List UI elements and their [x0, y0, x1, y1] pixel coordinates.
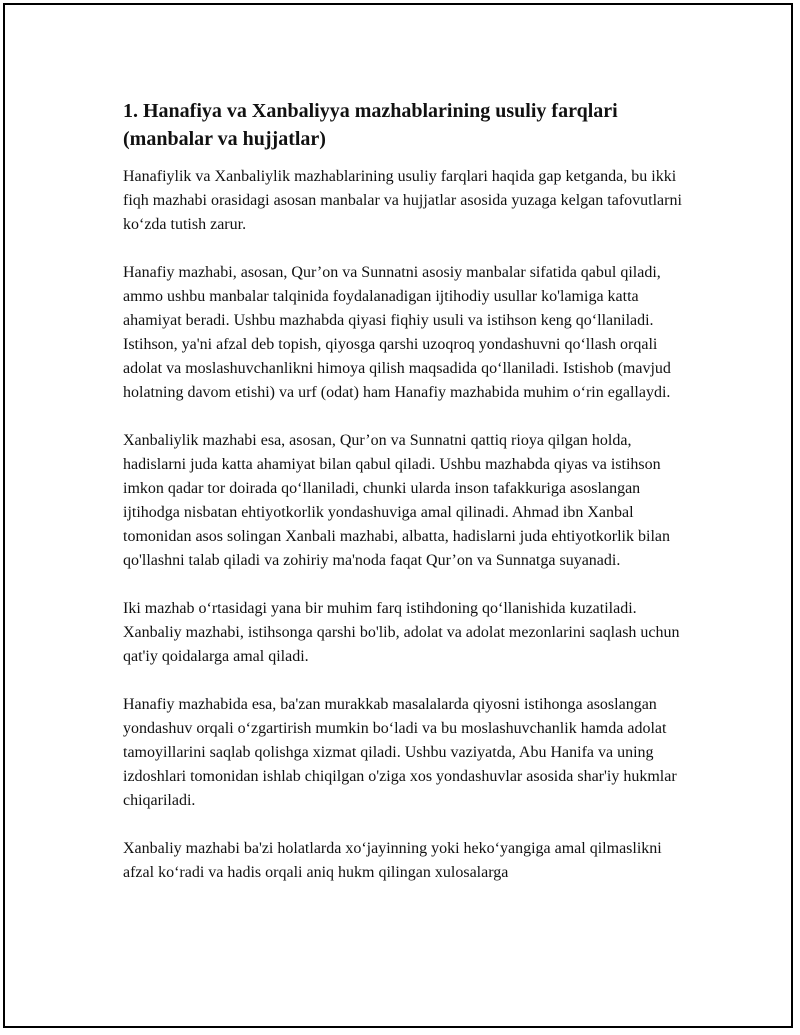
paragraph-intro: Hanafiylik va Xanbaliylik mazhablarining usuliy farqlari haqida gap ketganda, bu ikki fiqh mazhabi orasidagi asosan manbalar va hujjatlar asosida yuzaga kelgan tafovutlarni ko‘zda tutish zarur.: [123, 168, 682, 233]
paragraph-hanbali-preference: Xanbaliy mazhabi ba'zi holatlarda xo‘jayinning yoki heko‘yangiga amal qilmaslikni afzal ko‘radi va hadis orqali aniq hukm qilingan xulosalarga: [123, 840, 662, 881]
page-frame: [3, 3, 793, 1028]
paragraph-hanafi-sources: Hanafiy mazhabi, asosan, Qur’on va Sunnatni asosiy manbalar sifatida qabul qiladi, ammo ushbu manbalar talqinida foydalanadigan ijtihodiy usullar ko'lamiga katta ahamiyat beradi. Ushbu mazhabda qiyasi fiqhiy usuli va istihson keng qo‘llaniladi. Istihson, ya'ni afzal deb topish, qiyosga qarshi uzoqroq yondashuvni qo‘llash orqali adolat va moslashuvchanlikni himoya qilish maqsadida qo‘llaniladi. Istishob (mavjud holatning davom etishi) va urf (odat) ham Hanafiy mazhabida muhim o‘rin egallaydi.: [123, 264, 671, 401]
paragraph-hanafi-flexibility: Hanafiy mazhabida esa, ba'zan murakkab masalalarda qiyosni istihonga asoslangan yondashuv orqali o‘zgartirish mumkin bo‘ladi va bu moslashuvchanlik hamda adolat tamoyillarini saqlab qolishga xizmat qiladi. Ushbu vaziyatda, Abu Hanifa va uning izdoshlari tomonidan ishlab chiqilgan o'ziga xos yondashuvlar asosida shar'iy hukmlar chiqariladi.: [123, 696, 677, 809]
paragraph-hanbali-sources: Xanbaliylik mazhabi esa, asosan, Qur’on va Sunnatni qattiq rioya qilgan holda, hadislarni juda katta ahamiyat bilan qabul qiladi. Ushbu mazhabda qiyas va istihson imkon qadar tor doirada qo‘llaniladi, chunki ularda inson tafakkuriga asoslangan ijtihodga nisbatan ehtiyotkorlik yondashuviga amal qilinadi. Ahmad ibn Xanbal tomonidan asos solingan Xanbali mazhabi, albatta, hadislarni juda ehtiyotkorlik bilan qo'llashni talab qiladi va zohiriy ma'noda faqat Qur’on va Sunnatga suyanadi.: [123, 432, 670, 569]
section-heading: 1. Hanafiya va Xanbaliyya mazhablarining usuliy farqlari (manbalar va hujjatlar): [123, 100, 618, 150]
paragraph-istihsan-difference: Iki mazhab o‘rtasidagi yana bir muhim farq istihdoning qo‘llanishida kuzatiladi. Xanbaliy mazhabi, istihsonga qarshi bo'lib, adolat va adolat mezonlarini saqlash uchun qat'iy qoidalarga amal qiladi.: [123, 600, 680, 665]
document-body: [123, 97, 683, 885]
